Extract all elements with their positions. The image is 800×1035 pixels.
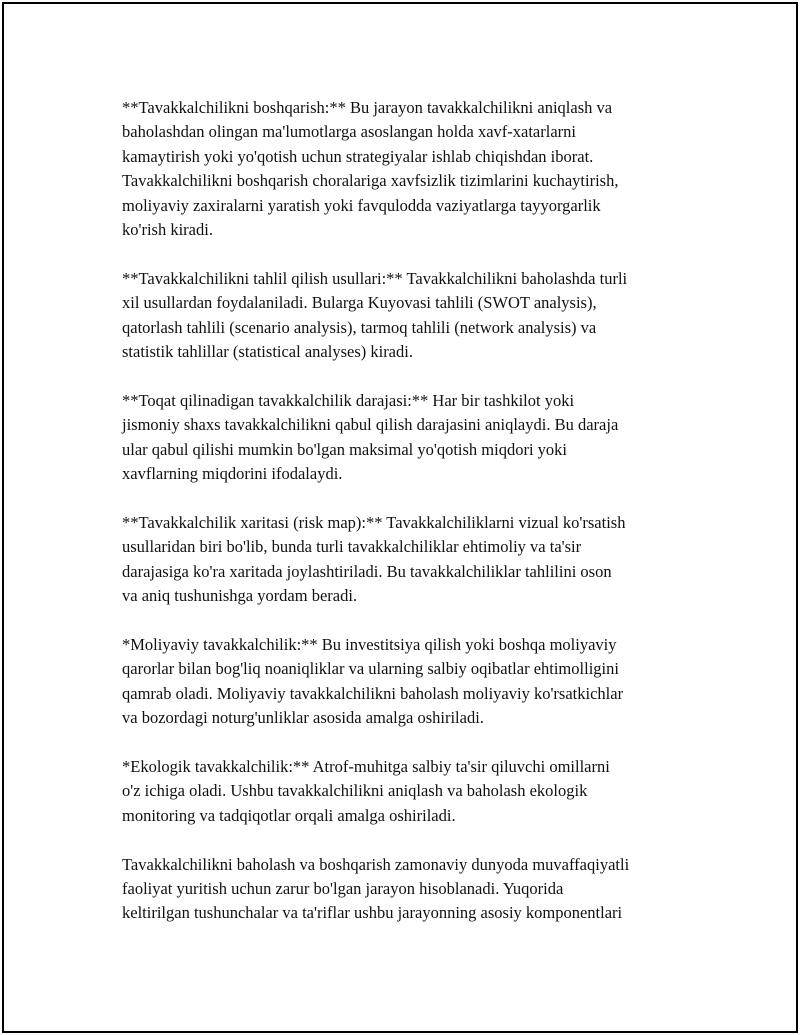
text-line: va bozordagi noturg'unliklar asosida amalga oshiriladi. — [122, 708, 484, 728]
paragraph-financial-risk — [122, 633, 692, 731]
paragraph-risk-management — [122, 96, 692, 242]
text-line: faoliyat yuritish uchun zarur bo'lgan jarayon hisoblanadi. Yuqorida — [122, 878, 564, 898]
text-line: qarorlar bilan bog'liq noaniqliklar va ularning salbiy oqibatlar ehtimolligini — [122, 659, 619, 679]
document-body — [122, 96, 692, 950]
text-line: moliyaviy zaxiralarni yaratish yoki favqulodda vaziyatlarga tayyorgarlik — [122, 195, 601, 215]
page — [2, 2, 798, 1033]
text-line: keltirilgan tushunchalar va ta'riflar ushbu jarayonning asosiy komponentlari — [122, 903, 623, 923]
text-line: *Ekologik tavakkalchilik:** Atrof-muhitga salbiy ta'sir qiluvchi omillarni — [122, 756, 610, 776]
text-line: **Toqat qilinadigan tavakkalchilik darajasi:** Har bir tashkilot yoki — [122, 390, 575, 410]
text-line: **Tavakkalchilikni boshqarish:** Bu jarayon tavakkalchilikni aniqlash va — [122, 98, 613, 117]
paragraph-ecological-risk — [122, 755, 692, 828]
paragraph-conclusion — [122, 853, 692, 926]
text-line: baholashdan olingan ma'lumotlarga asoslangan holda xavf-xatarlarni — [122, 122, 576, 142]
text-line: kamaytirish yoki yo'qotish uchun strategiyalar ishlab chiqishdan iborat. — [122, 146, 594, 166]
paragraph-risk-map — [122, 511, 692, 609]
paragraph-analysis-methods — [122, 267, 692, 365]
text-line: jismoniy shaxs tavakkalchilikni qabul qilish darajasini aniqlaydi. Bu daraja — [122, 415, 619, 435]
text-line: monitoring va tadqiqotlar orqali amalga oshiriladi. — [122, 805, 456, 825]
text-line: va aniq tushunishga yordam beradi. — [122, 586, 358, 606]
text-line: darajasiga ko'ra xaritada joylashtiriladi. Bu tavakkalchiliklar tahlilini oson — [122, 561, 612, 581]
text-line: xavflarning miqdorini ifodalaydi. — [122, 464, 343, 484]
text-line: **Tavakkalchilikni tahlil qilish usullari:** Tavakkalchilikni baholashda turli — [122, 268, 628, 288]
text-line: o'z ichiga oladi. Ushbu tavakkalchilikni aniqlash va baholash ekologik — [122, 781, 588, 801]
text-line: usullaridan biri bo'lib, bunda turli tavakkalchiliklar ehtimoliy va ta'sir — [122, 537, 582, 557]
text-line: xil usullardan foydalaniladi. Bularga Kuyovasi tahlili (SWOT analysis), — [122, 293, 597, 313]
text-line: **Tavakkalchilik xaritasi (risk map):** Tavakkalchiliklarni vizual ko'rsatish — [122, 512, 626, 532]
text-line: Tavakkalchilikni baholash va boshqarish zamonaviy dunyoda muvaffaqiyatli — [122, 854, 630, 874]
text-line: Tavakkalchilikni boshqarish choralariga xavfsizlik tizimlarini kuchaytirish, — [122, 171, 619, 191]
text-line: statistik tahlillar (statistical analyses) kiradi. — [122, 342, 413, 362]
text-line: qamrab oladi. Moliyaviy tavakkalchilikni baholash moliyaviy ko'rsatkichlar — [122, 683, 624, 703]
text-line: ular qabul qilishi mumkin bo'lgan maksimal yo'qotish miqdori yoki — [122, 439, 568, 459]
text-line: ko'rish kiradi. — [122, 220, 213, 240]
paragraph-risk-tolerance — [122, 389, 692, 487]
text-line: *Moliyaviy tavakkalchilik:** Bu investitsiya qilish yoki boshqa moliyaviy — [122, 634, 617, 654]
text-line: qatorlash tahlili (scenario analysis), tarmoq tahlili (network analysis) va — [122, 317, 597, 337]
